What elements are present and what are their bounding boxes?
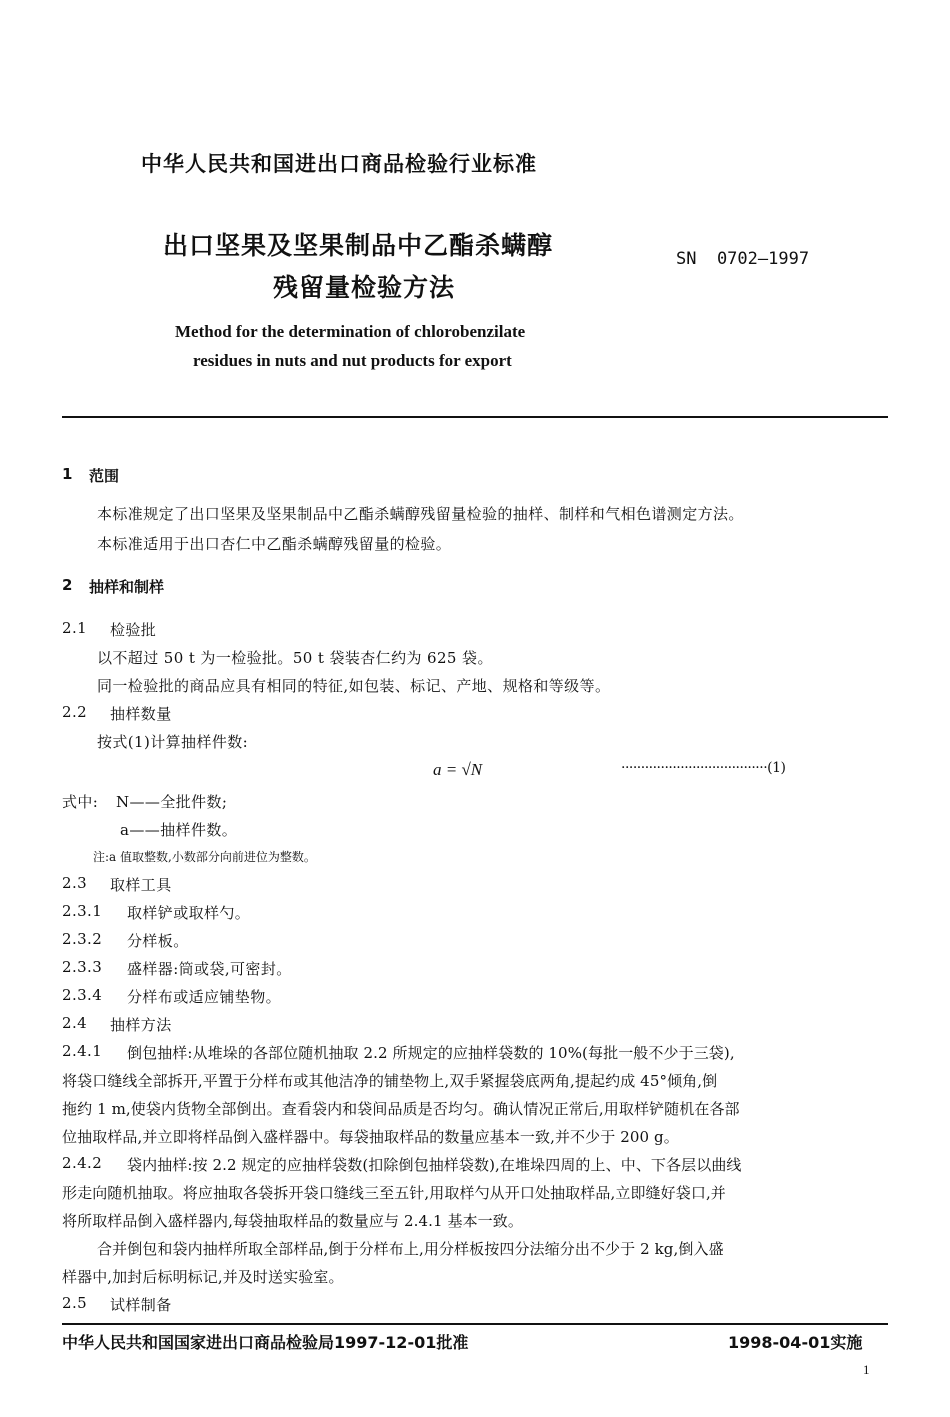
- section-2-3-3-text: 盛样器:筒或袋,可密封。: [127, 960, 292, 978]
- section-1-paragraph-1: 本标准规定了出口坚果及坚果制品中乙酯杀螨醇残留量检验的抽样、制样和气相色谱测定方法。: [97, 505, 744, 523]
- section-2-4-number: 2.4: [62, 1014, 88, 1032]
- section-2-4-1-line-2: 将袋口缝线全部拆开,平置于分样布或其他洁净的铺垫物上,双手紧握袋底两角,提起约成 45°倾角,倒: [62, 1072, 718, 1090]
- header-divider: [62, 416, 888, 418]
- section-2-2-title: 抽样数量: [110, 705, 172, 723]
- section-2-4-2-line-1: 袋内抽样:按 2.2 规定的应抽样袋数(扣除倒包抽样袋数),在堆垛四周的上、中、下各层以曲线: [127, 1156, 742, 1174]
- section-2-4-1-number: 2.4.1: [62, 1042, 103, 1060]
- section-2-4-2-line-3: 将所取样品倒入盛样器内,每袋抽取样品的数量应与 2.4.1 基本一致。: [62, 1212, 523, 1230]
- section-2-3-number: 2.3: [62, 874, 88, 892]
- section-2-3-3-number: 2.3.3: [62, 958, 103, 976]
- section-2-4-1-line-4: 位抽取样品,并立即将样品倒入盛样器中。每袋抽取样品的数量应基本一致,并不少于 200 g。: [62, 1128, 679, 1146]
- section-2-1-number: 2.1: [62, 619, 88, 637]
- section-2-3-2-number: 2.3.2: [62, 930, 103, 948]
- section-2-5-number: 2.5: [62, 1294, 88, 1312]
- section-2-4-2-number: 2.4.2: [62, 1154, 103, 1172]
- issuing-org-title: 中华人民共和国进出口商品检验行业标准: [141, 152, 537, 176]
- section-2-3-2-text: 分样板。: [127, 932, 189, 950]
- formula: a = √N: [433, 760, 483, 779]
- page-number: 1: [863, 1362, 870, 1377]
- section-1-title: 范围: [89, 467, 120, 485]
- english-title-line1: Method for the determination of chlorobenzilate: [175, 322, 526, 341]
- section-2-1-title: 检验批: [110, 621, 157, 639]
- footer-divider: [62, 1323, 888, 1325]
- document-title-line1: 出口坚果及坚果制品中乙酯杀螨醇: [163, 231, 554, 260]
- section-2-4-2-line-2: 形走向随机抽取。将应抽取各袋拆开袋口缝线三至五针,用取样勺从开口处抽取样品,立即缝好袋口,并: [62, 1184, 726, 1202]
- formula-where-N: N——全批件数;: [116, 793, 228, 811]
- section-2-1-paragraph-2: 同一检验批的商品应具有相同的特征,如包装、标记、产地、规格和等级等。: [97, 677, 611, 695]
- section-2-2-paragraph: 按式(1)计算抽样件数:: [97, 733, 249, 751]
- section-2-4-paragraph-line-1: 合并倒包和袋内抽样所取全部样品,倒于分样布上,用分样板按四分法缩分出不少于 2 kg,倒入盛: [97, 1240, 724, 1258]
- section-2-title: 抽样和制样: [89, 578, 165, 596]
- section-1-paragraph-2: 本标准适用于出口杏仁中乙酯杀螨醇残留量的检验。: [97, 535, 452, 553]
- standard-code: SN 0702—1997: [676, 249, 810, 269]
- section-1-number: 1: [62, 465, 73, 483]
- formula-where-a: a——抽样件数。: [120, 821, 238, 839]
- formula-number: ·····································(1): [621, 760, 786, 776]
- section-2-3-4-number: 2.3.4: [62, 986, 103, 1004]
- section-2-4-1-line-3: 拖约 1 m,使袋内货物全部倒出。查看袋内和袋间品质是否均匀。确认情况正常后,用取样铲随机在各部: [62, 1100, 740, 1118]
- document-title-line2: 残留量检验方法: [273, 273, 456, 302]
- section-2-2-number: 2.2: [62, 703, 88, 721]
- section-2-3-4-text: 分样布或适应铺垫物。: [127, 988, 282, 1006]
- effective-date: 1998-04-01实施: [728, 1333, 863, 1352]
- formula-where-intro: 式中:: [62, 793, 99, 811]
- section-2-3-title: 取样工具: [110, 876, 172, 894]
- section-2-4-title: 抽样方法: [110, 1016, 172, 1034]
- section-2-3-1-text: 取样铲或取样勺。: [127, 904, 251, 922]
- section-2-3-1-number: 2.3.1: [62, 902, 103, 920]
- english-title-line2: residues in nuts and nut products for export: [193, 351, 512, 370]
- section-2-5-title: 试样制备: [110, 1296, 172, 1314]
- section-2-number: 2: [62, 576, 73, 594]
- approval-statement: 中华人民共和国国家进出口商品检验局1997-12-01批准: [62, 1333, 469, 1352]
- formula-note: 注:a 值取整数,小数部分向前进位为整数。: [93, 850, 316, 864]
- section-2-4-1-line-1: 倒包抽样:从堆垛的各部位随机抽取 2.2 所规定的应抽样袋数的 10%(每批一般不少于三袋),: [127, 1044, 735, 1062]
- section-2-4-paragraph-line-2: 样器中,加封后标明标记,并及时送实验室。: [62, 1268, 344, 1286]
- section-2-1-paragraph-1: 以不超过 50 t 为一检验批。50 t 袋装杏仁约为 625 袋。: [97, 649, 493, 667]
